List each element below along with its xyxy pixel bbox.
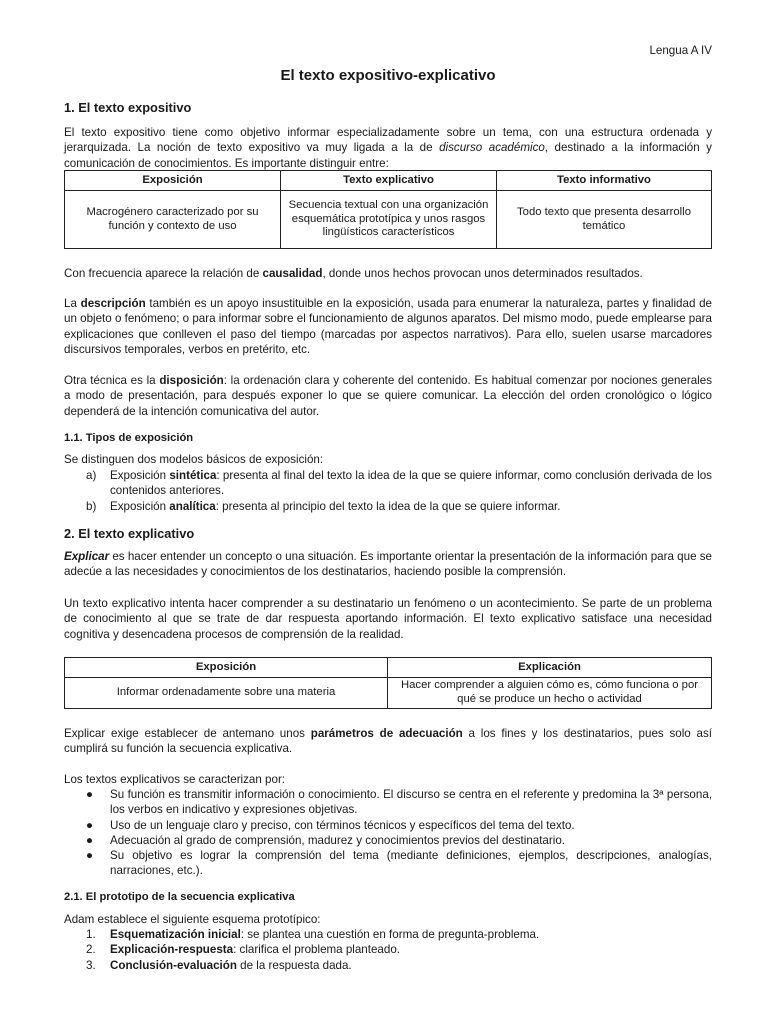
course-name: Lengua A IV [649,44,712,57]
list-item: 3. Conclusión-evaluación de la respuesta dada. [86,958,352,972]
table-header: Exposición [65,171,281,191]
list-marker: a) [86,469,97,482]
list-item: ● Su función es transmitir información o conocimiento. El discurso se centra en el referente y predomina la 3ª persona, los verbos en indicativo y expresiones objetivas. [86,788,712,817]
comparison-table-2 [64,657,712,709]
list-item: ● Uso de un lenguaje claro y preciso, con términos técnicos y específicos del tema del texto. [86,818,575,832]
prototype-list [64,927,712,973]
table-header: Texto informativo [497,171,712,191]
list-marker: 2. [86,943,96,957]
paragraph-disposition: Otra técnica es la disposición: la ordenación clara y coherente del contenido. Es habitual comenzar por nociones generales a modo de presentación, para después exponer lo que se quiere comunicar. La elección del orden cronológico o lógico dependerá de la intención comunicativa del autor. [64,374,713,418]
paragraph-types-intro: Se distinguen dos modelos básicos de exposición: [64,453,324,466]
table-header: Exposición [65,658,388,678]
list-item: 2. Explicación-respuesta: clarifica el problema planteado. [86,943,400,957]
document-title: El texto expositivo-explicativo [280,67,496,84]
comparison-table-1 [64,170,712,249]
paragraph-causality: Con frecuencia aparece la relación de causalidad, donde unos hechos provocan unos determinados resultados. [64,267,643,280]
paragraph-prototype-intro: Adam establece el siguiente esquema prototípico: [64,913,321,926]
characteristics-list [64,787,712,879]
subsection-heading-1-1: 1.1. Tipos de exposición [64,432,194,444]
paragraph-description: La descripción también es un apoyo insustituible en la exposición, usada para enumerar la naturaleza, partes y finalidad de un objeto o fenómeno; o para informar sobre el funcionamiento de algunos aparatos. Del mismo modo, puede emplearse para explicaciones que conlleven el paso del tiempo (marcadas por aspectos narrativos). Para ello, suelen usarse marcadores discursivos temporales, verbos en pretérito, etc. [64,297,712,356]
list-item: b) Exposición analítica: presenta al principio del texto la idea de la que se quiere informar. [86,499,561,513]
paragraph-characteristics-intro: Los textos explicativos se caracterizan por: [64,773,286,786]
list-item: a) Exposición sintética: presenta al final del texto la idea de la que se quiere informar, como conclusión derivada de los contenidos anteriores. [86,469,712,498]
list-marker: b) [86,499,97,513]
section-heading-2: 2. El texto explicativo [64,526,195,541]
table-header: Texto explicativo [281,171,497,191]
table-header: Explicación [388,658,712,678]
paragraph-intro: El texto expositivo tiene como objetivo informar especializadamente sobre un tema, con una estructura ordenada y jerarquizada. La noción de texto expositivo va muy ligada a la de discurso académico, destinado a la información y comunicación de conocimientos. Es importante distinguir entre: [64,126,712,170]
list-marker: 3. [86,958,96,972]
exposition-types-list [64,468,712,514]
paragraph-explain: Explicar es hacer entender un concepto o una situación. Es importante orientar la presentación de la información para que se adecúe a las necesidades y conocimientos de los destinatarios, haciendo posible la comprensión. [64,550,712,579]
paragraph-adequacy: Explicar exige establecer de antemano unos parámetros de adecuación a los fines y los destinatarios, pues solo así cumplirá su función la secuencia explicativa. [64,727,712,756]
subsection-heading-2-1: 2.1. El prototipo de la secuencia explicativa [64,891,295,903]
section-heading-1: 1. El texto expositivo [64,100,192,115]
table-cell: Todo texto que presenta desarrollo temático [497,191,712,249]
list-marker: 1. [86,928,96,941]
list-item: ● Su objetivo es lograr la comprensión del tema (mediante definiciones, ejemplos, descripciones, analogías, narraciones, etc.). [86,849,712,878]
list-item: ● Adecuación al grado de comprensión, madurez y conocimientos previos del destinatario. [86,833,565,847]
paragraph-explanatory-text: Un texto explicativo intenta hacer comprender a su destinatario un fenómeno o un acontecimiento. Se parte de un problema de conocimiento al que se trate de dar respuesta aportando información. El texto explicativo satisface una necesidad cognitiva y desencadena procesos de comprensión de la realidad. [64,597,712,641]
table-cell: Informar ordenadamente sobre una materia [65,678,388,709]
table-cell: Hacer comprender a alguien cómo es, cómo funciona o por qué se produce un hecho o actividad [388,678,712,709]
table-cell: Macrogénero caracterizado por su función y contexto de uso [65,191,281,249]
table-cell: Secuencia textual con una organización esquemática prototípica y unos rasgos lingüísticos característicos [281,191,497,249]
list-item: 1. Esquematización inicial: se plantea una cuestión en forma de pregunta-problema. [86,928,540,941]
